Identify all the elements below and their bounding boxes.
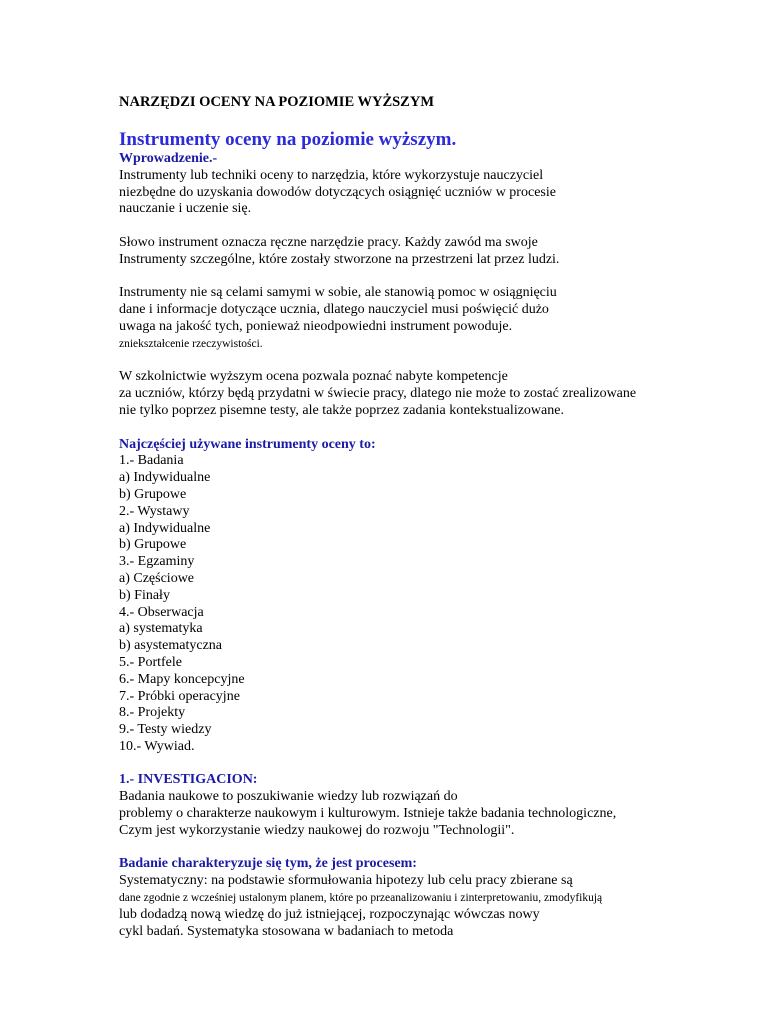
- paragraph-line: W szkolnictwie wyższym ocena pozwala poznać nabyte kompetencje: [119, 369, 508, 385]
- paragraph-line-small: zniekształcenie rzeczywistości.: [119, 337, 263, 350]
- list-item: b) Finały: [119, 587, 170, 603]
- paragraph-gap: [119, 269, 739, 286]
- intro-line: niezbędne do uzyskania dowodów dotyczących osiągnięć uczniów w procesie: [119, 184, 556, 200]
- list-item: b) Grupowe: [119, 486, 187, 502]
- paragraph-line: uwaga na jakość tych, ponieważ nieodpowiedni instrument powoduje.: [119, 318, 513, 334]
- instrument-list: [119, 453, 739, 755]
- list-item: 6.- Mapy koncepcyjne: [119, 671, 245, 687]
- list-heading: Najczęściej używane instrumenty oceny to:: [119, 436, 376, 452]
- list-item: a) systematyka: [119, 621, 203, 637]
- list-item: 8.- Projekty: [119, 705, 186, 721]
- paragraph-line: problemy o charakterze naukowym i kulturowym. Istnieje także badania technologiczne,: [119, 806, 617, 822]
- paragraph-gap: [119, 420, 739, 437]
- list-item: 3.- Egzaminy: [119, 554, 195, 570]
- paragraph-line: Czym jest wykorzystanie wiedzy naukowej do rozwoju "Technologii".: [119, 822, 515, 838]
- list-item: 2.- Wystawy: [119, 503, 190, 519]
- paragraph-line: cykl badań. Systematyka stosowana w badaniach to metoda: [119, 923, 454, 939]
- document-body: [119, 151, 739, 940]
- paragraph-gap: [119, 353, 739, 370]
- paragraph-line: nie tylko poprzez pisemne testy, ale także poprzez zadania kontekstualizowane.: [119, 402, 564, 418]
- intro-line: nauczanie i uczenie się.: [119, 201, 252, 217]
- document-subtitle: Instrumenty oceny na poziomie wyższym.: [119, 129, 457, 150]
- paragraph-line: Systematyczny: na podstawie sformułowania hipotezy lub celu pracy zbierane są: [119, 873, 573, 889]
- paragraph-line-small: dane zgodnie z wcześniej ustalonym planem, które po przeanalizowaniu i zinterpretowaniu, zmodyfikują: [119, 892, 603, 905]
- list-item: b) asystematyczna: [119, 638, 223, 654]
- section-heading: 1.- INVESTIGACION:: [119, 772, 258, 788]
- paragraph-line: za uczniów, którzy będą przydatni w świecie pracy, dlatego nie może to zostać zrealizowane: [119, 386, 637, 402]
- paragraph-line: Słowo instrument oznacza ręczne narzędzie pracy. Każdy zawód ma swoje: [119, 234, 538, 250]
- list-item: 9.- Testy wiedzy: [119, 722, 212, 738]
- section-heading: Badanie charakteryzuje się tym, że jest procesem:: [119, 856, 417, 872]
- paragraph-gap: [119, 756, 739, 773]
- list-item: 4.- Obserwacja: [119, 604, 204, 620]
- paragraph-line: Instrumenty nie są celami samymi w sobie, ale stanowią pomoc w osiągnięciu: [119, 285, 557, 301]
- list-item: 1.- Badania: [119, 453, 184, 469]
- document-title: NARZĘDZI OCENY NA POZIOMIE WYŻSZYM: [119, 94, 435, 110]
- intro-heading: Wprowadzenie.-: [119, 151, 218, 166]
- paragraph-line: Instrumenty szczególne, które zostały stworzone na przestrzeni lat przez ludzi.: [119, 251, 560, 267]
- list-item: a) Częściowe: [119, 570, 195, 586]
- list-item: 5.- Portfele: [119, 654, 182, 670]
- paragraph-line: Badania naukowe to poszukiwanie wiedzy lub rozwiązań do: [119, 789, 458, 805]
- paragraph-line: lub dodadzą nową wiedzę do już istniejącej, rozpoczynając wówczas nowy: [119, 906, 540, 922]
- list-item: a) Indywidualne: [119, 520, 211, 536]
- paragraph-gap: [119, 218, 739, 235]
- paragraph-line: dane i informacje dotyczące ucznia, dlatego nauczyciel musi poświęcić dużo: [119, 302, 549, 318]
- list-item: 10.- Wywiad.: [119, 738, 195, 754]
- list-item: a) Indywidualne: [119, 470, 211, 486]
- intro-line: Instrumenty lub techniki oceny to narzędzia, które wykorzystuje nauczyciel: [119, 167, 544, 183]
- paragraph-gap: [119, 840, 739, 857]
- list-item: 7.- Próbki operacyjne: [119, 688, 240, 704]
- list-item: b) Grupowe: [119, 537, 187, 553]
